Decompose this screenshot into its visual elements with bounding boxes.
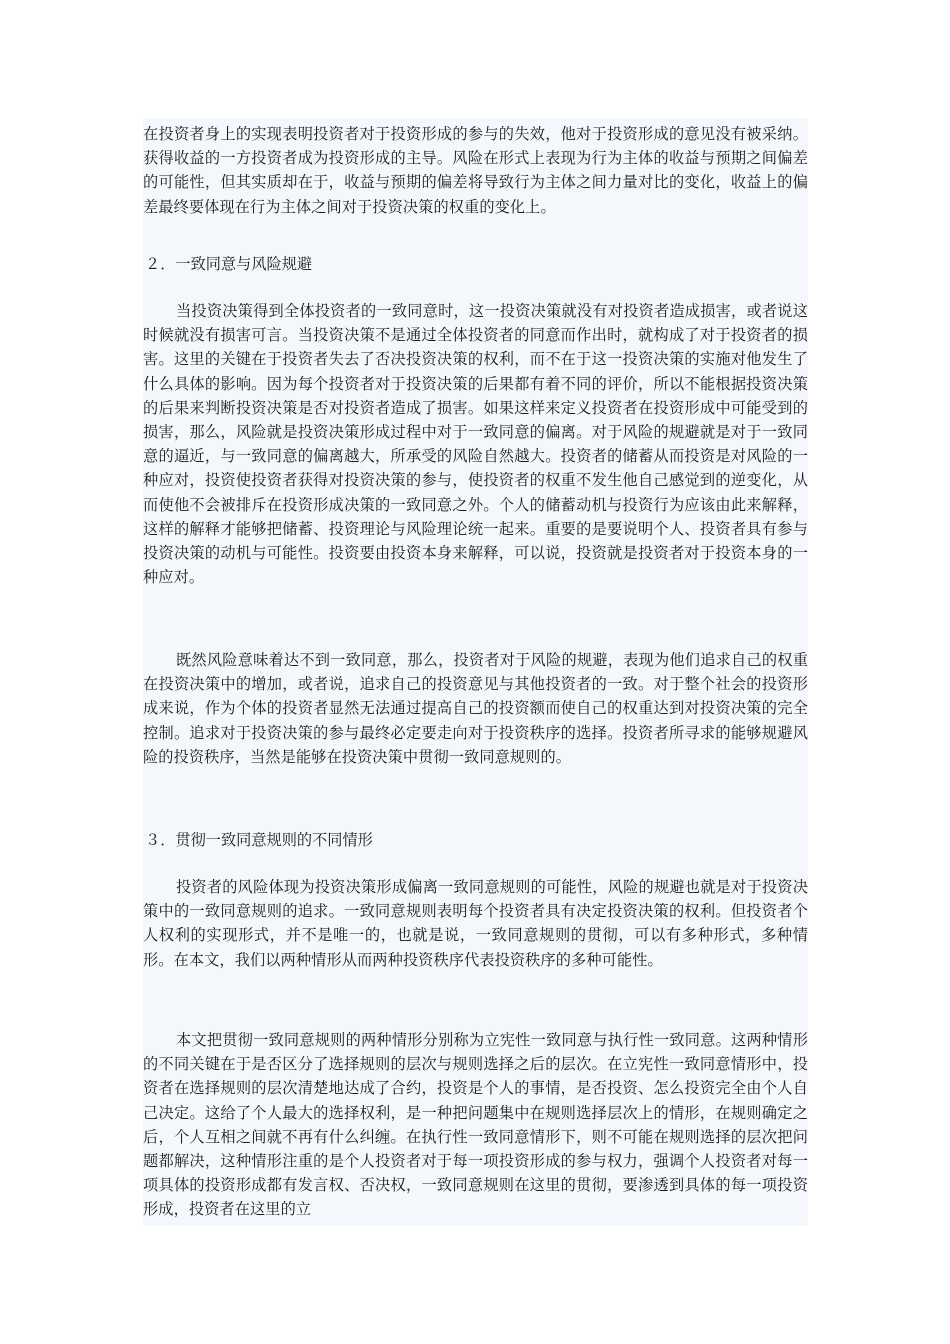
paragraph-unanimous-consent: 当投资决策得到全体投资者的一致同意时，这一投资决策就没有对投资者造成损害，或者说这时候就没有损害可言。当投资决策不是通过全体投资者的同意而作出时，就构成了对于投资者的损害。这里的关键在于投资者失去了否决投资决策的权利，而不在于这一投资决策的实施对他发生了什么具体的影响。因为每个投资者对于投资决策的后果都有着不同的评价，所以不能根据投资决策的后果来判断投资决策是否对投资者造成了损害。如果这样来定义投资者在投资形成中可能受到的损害，那么，风险就是投资决策形成过程中对于一致同意的偏离。对于风险的规避就是对于一致同意的逼近，与一致同意的偏离越大，所承受的风险自然越大。投资者的储蓄从而投资是对风险的一种应对，投资使投资者获得对投资决策的参与，使投资者的权重不发生他自己感觉到的逆变化，从而使他不会被排斥在投资形成决策的一致同意之外。个人的储蓄动机与投资行为应该由此来解释，这样的解释才能够把储蓄、投资理论与风险理论统一起来。重要的是要说明个人、投资者具有参与投资决策的动机与可能性。投资要由投资本身来解释，可以说，投资就是投资者对于投资本身的一种应对。 xyxy=(143,302,808,587)
section-heading-2: ２．一致同意与风险规避 xyxy=(145,255,313,273)
paragraph-risk-avoidance: 既然风险意味着达不到一致同意，那么，投资者对于风险的规避，表现为他们追求自己的权重在投资决策中的增加，或者说，追求自己的投资意见与其他投资者的一致。对于整个社会的投资形成来说，作为个体的投资者显然无法通过提高自己的投资额而使自己的权重达到对投资决策的完全控制。追求对于投资决策的参与最终必定要走向对于投资秩序的选择。投资者所寻求的能够规避风险的投资秩序，当然是能够在投资决策中贯彻一致同意规则的。 xyxy=(143,651,808,766)
paragraph-two-situations: 本文把贯彻一致同意规则的两种情形分别称为立宪性一致同意与执行性一致同意。这两种情形的不同关键在于是否区分了选择规则的层次与规则选择之后的层次。在立宪性一致同意情形中，投资者在选择规则的层次清楚地达成了合约，投资是个人的事情，是否投资、怎么投资完全由个人自己决定。这给了个人最大的选择权利，是一种把问题集中在规则选择层次上的情形，在规则确定之后，个人互相之间就不再有什么纠缠。在执行性一致同意情形下，则不可能在规则选择的层次把问题都解决，这种情形注重的是个人投资者对于每一项投资形成的参与权力，强调个人投资者对每一项具体的投资形成都有发言权、否决权，一致同意规则在这里的贯彻，要渗透到具体的每一项投资形成，投资者在这里的立 xyxy=(143,1031,808,1219)
paragraph-risk-definition: 在投资者身上的实现表明投资者对于投资形成的参与的失效，他对于投资形成的意见没有被采纳。获得收益的一方投资者成为投资形成的主导。风险在形式上表现为行为主体的收益与预期之间偏差的可能性，但其实质却在于，收益与预期的偏差将导致行为主体之间力量对比的变化，收益上的偏差最终要体现在行为主体之间对于投资决策的权重的变化上。 xyxy=(143,125,808,216)
paragraph-consent-rule: 投资者的风险体现为投资决策形成偏离一致同意规则的可能性，风险的规避也就是对于投资决策中的一致同意规则的追求。一致同意规则表明每个投资者具有决定投资决策的权利。但投资者个人权利的实现形式，并不是唯一的，也就是说，一致同意规则的贯彻，可以有多种形式，多种情形。在本文，我们以两种情形从而两种投资秩序代表投资秩序的多种可能性。 xyxy=(143,878,808,969)
section-heading-3: ３．贯彻一致同意规则的不同情形 xyxy=(145,831,373,849)
document-page xyxy=(143,118,808,1226)
